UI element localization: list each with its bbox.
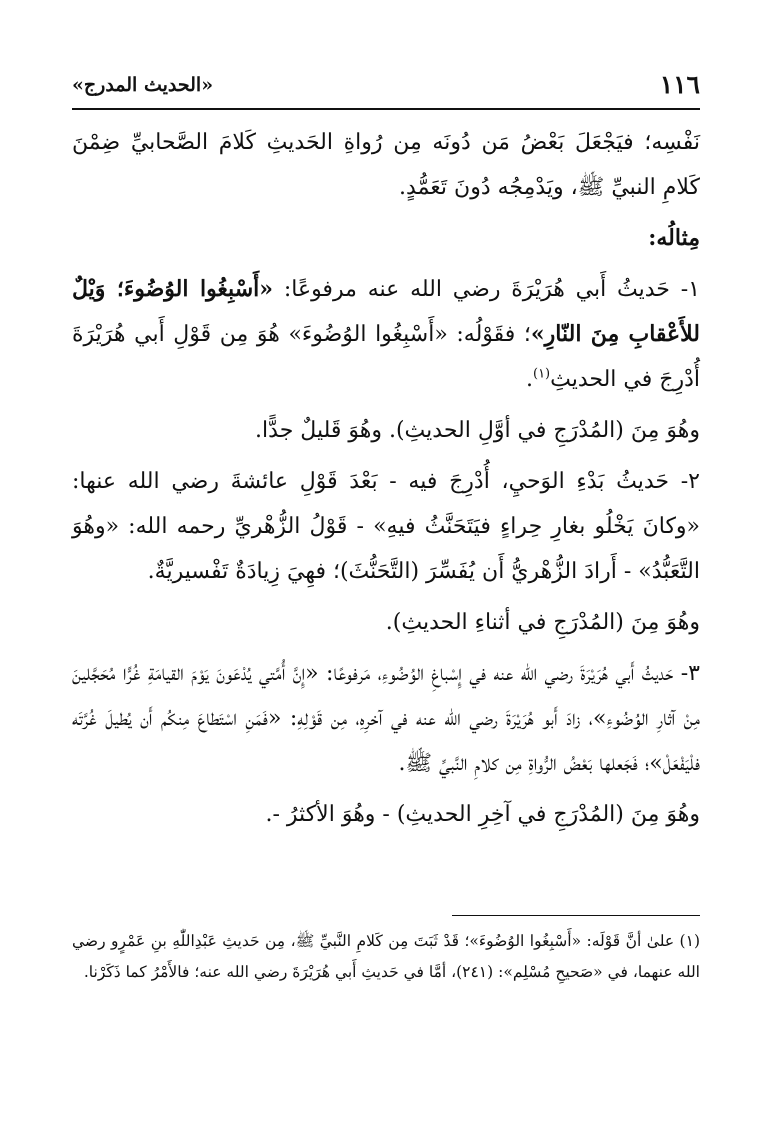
running-title: «الحديث المدرج» [72, 74, 214, 96]
page-number: ١١٦ [659, 70, 700, 99]
example-1-end: . [525, 367, 533, 392]
example-3-paragraph: ٣- حَديثُ أَبي هُرَيْرَةَ رضي الله عنه في إِسْباغِ الوُضُوءِ، مَرفوعًا: «إِنَّ أُمَّتي يُدْعَونَ يَوْمَ القيامَةِ غُرًّا مُحَجَّلينَ مِنْ آثارِ الوُضُوءِ»، زادَ أَبو هُرَيْرَةَ رضي الله عنه في آخرِهِ، مِن قَوْلِهِ: «فَمَنِ اسْتَطاعَ مِنكُم أَن يُطيلَ غُرَّتَه فلْيَفْعَلْ»؛ فَجَعلها بَعْضُ الرُّواةِ مِن كلامِ النَّبيِّ ﷺ. [72, 661, 700, 776]
example-1-type: وهُوَ مِنَ (المُدْرَجِ في أوَّلِ الحديثِ). وهُوَ قَليلٌ جدًّا. [255, 418, 700, 443]
intro-paragraph: نَفْسِه؛ فيَجْعَلَ بَعْضُ مَن دُونَه مِن رُواةِ الحَديثِ كَلامَ الصَّحابيِّ ضِمْنَ كَلامِ النبيِّ ﷺ، ويَدْمِجُه دُونَ تَعَمُّدٍ. [72, 130, 700, 200]
example-2-paragraph: ٢- حَديثُ بَدْءِ الوَحيِ، أُدْرِجَ فيه - بَعْدَ قَوْلِ عائشةَ رضي الله عنها: «وكانَ يَخْلُو بغارِ حِراءٍ فيَتَحَنَّثُ فيهِ» - قَوْلُ الزُّهْريِّ رحمه الله: «وهُوَ التَّعَبُّدُ» - أَرادَ الزُّهْريُّ أَن يُفَسِّرَ (التَّحَنُّثَ)؛ فهِيَ زِيادَةٌ تَفْسيريَّةٌ. [72, 469, 700, 584]
example-1-quote: «أَسْبِغُوا الوُضُوءَ؛ وَيْلٌ للأَعْقابِ مِنَ النّارِ» [72, 276, 700, 347]
example-heading: مِثالُه: [648, 225, 700, 251]
example-3-type: وهُوَ مِنَ (المُدْرَجِ في آخِرِ الحديثِ) - وهُوَ الأكثرُ -. [265, 802, 700, 827]
footnote-text: (١) علىٰ أنَّ قَوْلَه: «أَسْبِغُوا الوُضُوءَ»؛ قَدْ ثَبَتَ مِن كَلامِ النَّبيِّ ﷺ، مِن حَديثِ عَبْدِاللّٰهِ بنِ عَمْرٍو رضي الله عنهما، في «صَحيحِ مُسْلِم»: (٢٤١)، أمَّا في حَديثِ أَبي هُرَيْرَةَ رضي الله عنه؛ فالأَمْرُ كما ذَكَرْنا. [72, 932, 700, 981]
main-text [72, 120, 700, 837]
example-1-lead: ١- حَديثُ أَبي هُرَيْرَةَ رضي الله عنه مرفوعًا: [273, 277, 700, 302]
header-rule [72, 108, 700, 110]
footnote-rule [452, 915, 700, 916]
footnote-marker[interactable]: (١) [532, 366, 551, 382]
footnote [72, 926, 700, 988]
example-1-paragraph [72, 267, 700, 402]
example-2-type: وهُوَ مِنَ (المُدْرَجِ في أثناءِ الحديثِ). [385, 610, 700, 635]
example-1-rest: ؛ فقَوْلُه: «أَسْبِغُوا الوُضُوءَ» هُوَ مِن قَوْلِ أَبي هُرَيْرَةَ أُدْرِجَ في الحديثِ [72, 322, 700, 392]
page-header [72, 68, 700, 104]
